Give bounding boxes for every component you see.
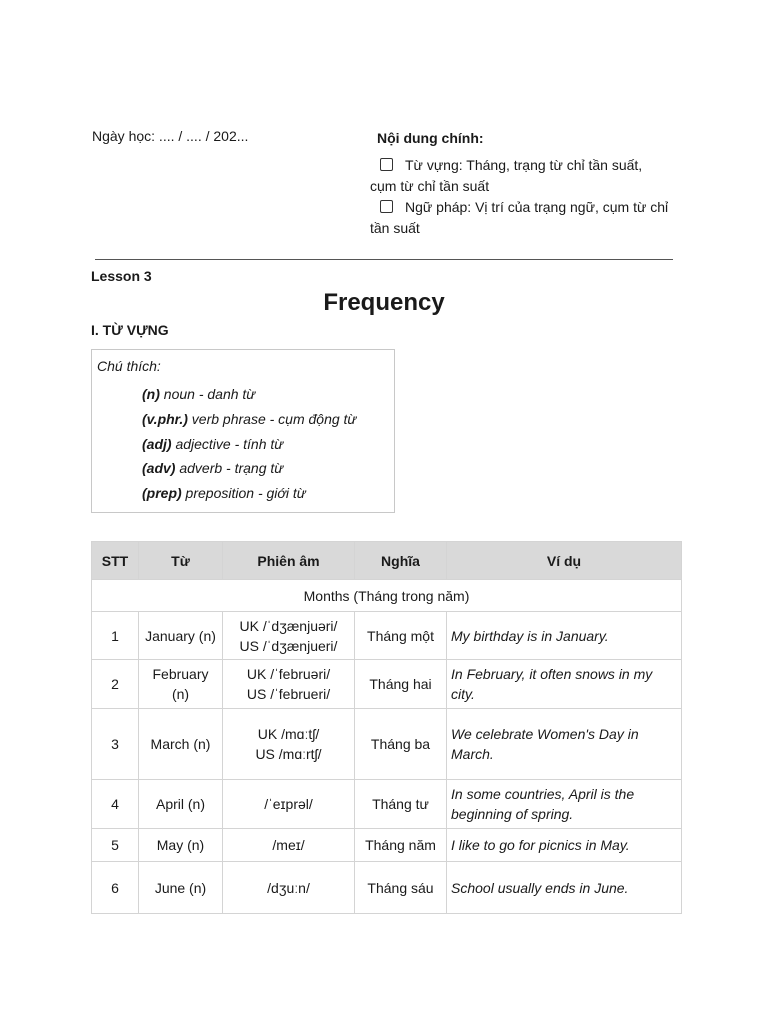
cell-word: January (n) — [139, 612, 223, 660]
header-meaning: Nghĩa — [355, 542, 447, 580]
cell-meaning: Tháng ba — [355, 709, 447, 780]
cell-stt: 3 — [92, 709, 139, 780]
study-date-label: Ngày học: .... / .... / 202... — [92, 128, 249, 144]
cell-example: My birthday is in January. — [447, 612, 682, 660]
cell-example: I like to go for picnics in May. — [447, 829, 682, 862]
divider — [95, 259, 673, 260]
cell-example: In February, it often snows in my city. — [447, 660, 682, 709]
cell-pronunciation: /meɪ/ — [223, 829, 355, 862]
legend-item — [142, 456, 356, 481]
cell-example: We celebrate Women's Day in March. — [447, 709, 682, 780]
cell-meaning: Tháng tư — [355, 780, 447, 829]
pron-uk: UK /mɑːtʃ/ — [257, 726, 320, 742]
cell-pronunciation — [223, 612, 355, 660]
legend-desc: adverb - trạng từ — [175, 460, 284, 477]
legend-desc: preposition - giới từ — [181, 485, 306, 502]
cell-meaning: Tháng một — [355, 612, 447, 660]
cell-word: February (n) — [139, 660, 223, 709]
group-row — [92, 580, 682, 612]
cell-example: School usually ends in June. — [447, 862, 682, 914]
vocabulary-table — [91, 541, 682, 914]
cell-pronunciation — [223, 709, 355, 780]
table-row — [92, 780, 682, 829]
cell-meaning: Tháng năm — [355, 829, 447, 862]
cell-meaning: Tháng hai — [355, 660, 447, 709]
cell-pronunciation: /dʒuːn/ — [223, 862, 355, 914]
cell-pronunciation: /ˈeɪprəl/ — [223, 780, 355, 829]
cell-pronunciation — [223, 660, 355, 709]
legend-item — [142, 481, 356, 506]
header-word: Từ — [139, 542, 223, 580]
table-header-row — [92, 542, 682, 580]
legend-desc: adjective - tính từ — [171, 435, 284, 452]
legend-item — [142, 382, 356, 407]
pron-us: US /mɑːrtʃ/ — [255, 746, 322, 762]
lesson-label: Lesson 3 — [91, 268, 152, 284]
cell-meaning: Tháng sáu — [355, 862, 447, 914]
main-content-box — [370, 128, 670, 239]
table-row — [92, 660, 682, 709]
legend-abbr: (v.phr.) — [142, 410, 188, 427]
pron-uk: UK /ˈfebruəri/ — [246, 666, 331, 682]
legend-item — [142, 407, 356, 432]
header-stt: STT — [92, 542, 139, 580]
cell-stt: 5 — [92, 829, 139, 862]
legend-box — [91, 349, 395, 513]
cell-example: In some countries, April is the beginning of spring. — [447, 780, 682, 829]
table-row — [92, 829, 682, 862]
checklist-item-vocabulary — [370, 155, 670, 197]
page-title: Frequency — [323, 289, 445, 316]
cell-stt: 4 — [92, 780, 139, 829]
pron-us: US /ˈdʒænjueri/ — [239, 637, 338, 654]
cell-stt: 6 — [92, 862, 139, 914]
checklist-item-grammar — [370, 197, 670, 239]
legend-desc: noun - danh từ — [159, 386, 256, 402]
cell-word: June (n) — [139, 862, 223, 914]
cell-word: May (n) — [139, 829, 223, 862]
legend-abbr: (prep) — [142, 485, 182, 502]
checklist-item-text: Ngữ pháp: Vị trí của trạng ngữ, cụm từ chỉ tần suất — [370, 199, 669, 236]
table-row — [92, 862, 682, 914]
checkbox[interactable] — [380, 158, 393, 171]
header-example: Ví dụ — [447, 542, 682, 580]
table-row — [92, 709, 682, 780]
legend-item — [142, 432, 356, 457]
legend-abbr: (adj) — [142, 435, 172, 452]
legend-abbr: (adv) — [142, 460, 176, 477]
group-label: Months (Tháng trong năm) — [92, 580, 682, 612]
main-content-title: Nội dung chính: — [377, 130, 484, 146]
header-pronunciation: Phiên âm — [223, 542, 355, 580]
cell-word: April (n) — [139, 780, 223, 829]
pron-us: US /ˈfebrueri/ — [246, 686, 331, 702]
cell-word: March (n) — [139, 709, 223, 780]
checkbox[interactable] — [380, 200, 393, 213]
legend-title: Chú thích: — [97, 358, 161, 374]
cell-stt: 1 — [92, 612, 139, 660]
legend-desc: verb phrase - cụm động từ — [187, 410, 357, 427]
legend-abbr: (n) — [142, 386, 160, 402]
cell-stt: 2 — [92, 660, 139, 709]
checklist-item-text: Từ vựng: Tháng, trạng từ chỉ tần suất, cụm từ chỉ tần suất — [370, 157, 643, 194]
table-row — [92, 612, 682, 660]
section-title: I. TỪ VỰNG — [91, 322, 169, 338]
pron-uk: UK /ˈdʒænjuəri/ — [239, 617, 338, 634]
